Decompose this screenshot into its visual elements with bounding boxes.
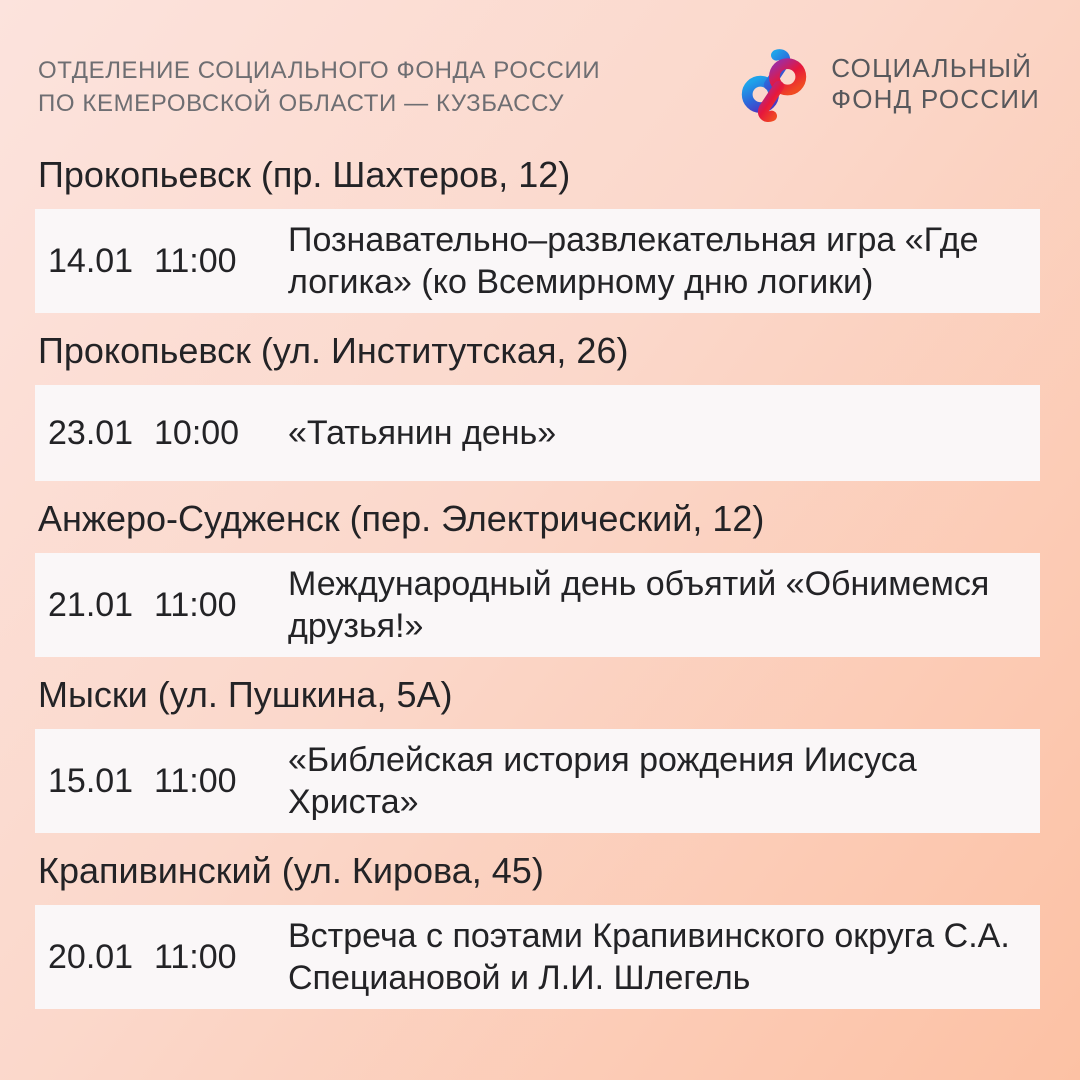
event-date: 23.01 [48,414,134,452]
event-row [35,729,1040,833]
org-name-line1: ОТДЕЛЕНИЕ СОЦИАЛЬНОГО ФОНДА РОССИИ [38,57,601,84]
event-date: 15.01 [48,762,134,800]
brand-name-line2: ФОНД РОССИИ [831,84,1040,114]
section-location-title: Анжеро-Судженск (пер. Электрический, 12) [38,498,765,539]
sfr-logo-icon [732,44,816,124]
section-location-title: Прокопьевск (пр. Шахтеров, 12) [38,154,571,195]
event-date: 14.01 [48,242,134,280]
event-date: 21.01 [48,586,134,624]
org-name [38,54,600,120]
section-location-title: Крапивинский (ул. Кирова, 45) [38,850,544,891]
event-time: 11:00 [154,938,237,976]
brand-name [831,53,1040,115]
event-title: Познавательно–развлекательная игра «Где логика» (ко Всемирному дню логики) [288,221,979,301]
event-title: «Библейская история рождения Иисуса Христа» [288,741,917,821]
event-row [35,385,1040,481]
event-time: 11:00 [154,242,237,280]
top-bar [38,42,1040,126]
event-title: Международный день объятий «Обнимемся друзья!» [288,565,990,645]
event-date: 20.01 [48,938,134,976]
section-location-title: Мыски (ул. Пушкина, 5А) [38,674,453,715]
org-name-line2: ПО КЕМЕРОВСКОЙ ОБЛАСТИ — КУЗБАССУ [38,90,565,117]
brand-block [732,44,1040,124]
events-schedule [38,152,1040,1009]
event-title: «Татьянин день» [288,414,557,452]
event-time: 11:00 [154,586,237,624]
event-time: 11:00 [154,762,237,800]
section-location-title: Прокопьевск (ул. Институтская, 26) [38,330,629,371]
event-row [35,209,1040,313]
event-row [35,553,1040,657]
event-title: Встреча с поэтами Крапивинского округа С.А. Специановой и Л.И. Шлегель [288,917,1010,997]
event-time: 10:00 [154,414,240,452]
brand-name-line1: СОЦИАЛЬНЫЙ [831,53,1033,83]
event-row [35,905,1040,1009]
